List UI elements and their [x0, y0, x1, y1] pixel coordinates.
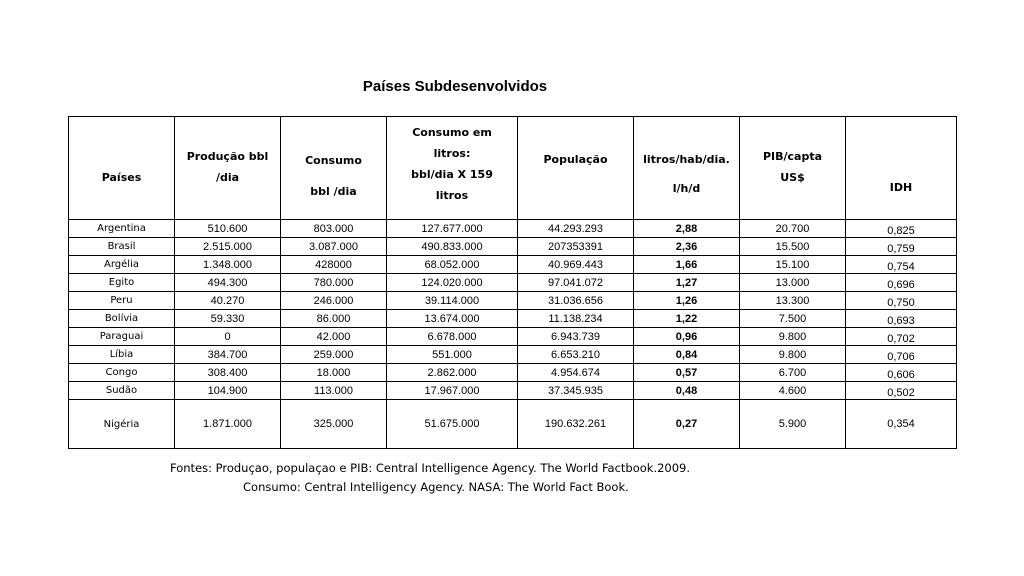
sources-line2: Consumo: Central Intelligency Agency. NASA: The World Fact Book. — [243, 480, 629, 494]
cell-idh: 0,825 — [846, 220, 957, 238]
header-pib-line2: US$ — [780, 171, 805, 184]
cell-pib: 20.700 — [740, 220, 846, 238]
cell-litros-hab: 2,36 — [634, 238, 740, 256]
cell-consumo-litros: 68.052.000 — [387, 256, 518, 274]
sources-line1: Fontes: Produçao, populaçao e PIB: Central Intelligence Agency. The World Factbook.2009. — [170, 461, 691, 475]
cell-producao: 0 — [175, 328, 281, 346]
cell-pais: Egito — [69, 274, 175, 292]
cell-pib: 15.500 — [740, 238, 846, 256]
cell-pais: Líbia — [69, 346, 175, 364]
cell-consumo-litros: 51.675.000 — [387, 400, 518, 449]
cell-litros-hab: 0,27 — [634, 400, 740, 449]
cell-producao: 2.515.000 — [175, 238, 281, 256]
cell-populacao: 11.138.234 — [518, 310, 634, 328]
cell-pais: Peru — [69, 292, 175, 310]
cell-pais: Paraguai — [69, 328, 175, 346]
page-title: Países Subdesenvolvidos — [362, 78, 548, 95]
cell-litros-hab: 0,84 — [634, 346, 740, 364]
cell-idh: 0,702 — [846, 328, 957, 346]
cell-consumo-litros: 551.000 — [387, 346, 518, 364]
header-pib — [740, 117, 846, 220]
table-row — [69, 310, 957, 328]
cell-consumo: 3.087.000 — [281, 238, 387, 256]
header-paises: Países — [69, 117, 175, 220]
cell-litros-hab: 2,88 — [634, 220, 740, 238]
sources-note — [170, 459, 870, 497]
header-consumo-litros — [387, 117, 518, 220]
cell-litros-hab: 1,22 — [634, 310, 740, 328]
cell-litros-hab: 0,48 — [634, 382, 740, 400]
header-consumo-litros-line3: bbl/dia X 159 — [411, 167, 493, 181]
header-row — [69, 117, 957, 220]
cell-populacao: 6.653.210 — [518, 346, 634, 364]
cell-populacao: 4.954.674 — [518, 364, 634, 382]
cell-populacao: 207353391 — [518, 238, 634, 256]
cell-producao: 494.300 — [175, 274, 281, 292]
header-pib-line1: PIB/capta — [762, 150, 823, 164]
cell-pib: 9.800 — [740, 328, 846, 346]
cell-producao: 308.400 — [175, 364, 281, 382]
header-litros-hab-line2: l/h/d — [672, 182, 701, 195]
cell-pib: 13.000 — [740, 274, 846, 292]
table-row — [69, 238, 957, 256]
table-row — [69, 328, 957, 346]
cell-consumo: 18.000 — [281, 364, 387, 382]
table-row — [69, 292, 957, 310]
cell-producao: 1.871.000 — [175, 400, 281, 449]
cell-litros-hab: 1,27 — [634, 274, 740, 292]
cell-producao: 104.900 — [175, 382, 281, 400]
header-producao-line2: /dia — [215, 171, 240, 184]
cell-producao: 1.348.000 — [175, 256, 281, 274]
cell-consumo-litros: 127.677.000 — [387, 220, 518, 238]
table-row — [69, 382, 957, 400]
cell-pais: Congo — [69, 364, 175, 382]
cell-consumo-litros: 490.833.000 — [387, 238, 518, 256]
cell-idh: 0,606 — [846, 364, 957, 382]
cell-producao: 510.600 — [175, 220, 281, 238]
data-table — [68, 116, 957, 449]
header-litros-hab — [634, 117, 740, 220]
header-producao — [175, 117, 281, 220]
cell-populacao: 37.345.935 — [518, 382, 634, 400]
table-row — [69, 220, 957, 238]
header-consumo-line1: Consumo — [305, 154, 362, 168]
header-litros-hab-line1: litros/hab/dia. — [643, 153, 730, 167]
cell-idh: 0,354 — [846, 400, 957, 449]
cell-pib: 6.700 — [740, 364, 846, 382]
cell-pib: 7.500 — [740, 310, 846, 328]
cell-populacao: 97.041.072 — [518, 274, 634, 292]
cell-populacao: 44.293.293 — [518, 220, 634, 238]
cell-consumo-litros: 124.020.000 — [387, 274, 518, 292]
table-row — [69, 274, 957, 292]
cell-populacao: 31.036.656 — [518, 292, 634, 310]
cell-idh: 0,759 — [846, 238, 957, 256]
header-consumo-litros-line4: litros — [435, 188, 469, 202]
cell-consumo-litros: 2.862.000 — [387, 364, 518, 382]
table-row — [69, 400, 957, 449]
cell-producao: 384.700 — [175, 346, 281, 364]
cell-pib: 9.800 — [740, 346, 846, 364]
cell-consumo-litros: 39.114.000 — [387, 292, 518, 310]
cell-pais: Brasil — [69, 238, 175, 256]
cell-litros-hab: 1,26 — [634, 292, 740, 310]
table-row — [69, 346, 957, 364]
header-producao-line1: Produção bbl — [186, 150, 269, 164]
cell-consumo: 86.000 — [281, 310, 387, 328]
header-consumo-litros-line2: litros: — [433, 146, 471, 160]
cell-idh: 0,696 — [846, 274, 957, 292]
cell-idh: 0,750 — [846, 292, 957, 310]
cell-consumo: 325.000 — [281, 400, 387, 449]
cell-litros-hab: 1,66 — [634, 256, 740, 274]
cell-consumo: 42.000 — [281, 328, 387, 346]
cell-pais: Nigéria — [69, 400, 175, 449]
cell-consumo: 113.000 — [281, 382, 387, 400]
cell-producao: 40.270 — [175, 292, 281, 310]
header-consumo — [281, 117, 387, 220]
cell-pais: Argentina — [69, 220, 175, 238]
header-idh: IDH — [846, 117, 957, 220]
cell-populacao: 6.943.739 — [518, 328, 634, 346]
cell-consumo: 246.000 — [281, 292, 387, 310]
cell-populacao: 190.632.261 — [518, 400, 634, 449]
cell-consumo: 259.000 — [281, 346, 387, 364]
cell-pib: 15.100 — [740, 256, 846, 274]
cell-idh: 0,754 — [846, 256, 957, 274]
cell-consumo: 780.000 — [281, 274, 387, 292]
cell-populacao: 40.969.443 — [518, 256, 634, 274]
cell-idh: 0,502 — [846, 382, 957, 400]
table-row — [69, 364, 957, 382]
cell-litros-hab: 0,57 — [634, 364, 740, 382]
cell-idh: 0,706 — [846, 346, 957, 364]
cell-litros-hab: 0,96 — [634, 328, 740, 346]
cell-idh: 0,693 — [846, 310, 957, 328]
cell-pib: 13.300 — [740, 292, 846, 310]
cell-consumo-litros: 6.678.000 — [387, 328, 518, 346]
table-row — [69, 256, 957, 274]
cell-pib: 4.600 — [740, 382, 846, 400]
cell-pib: 5.900 — [740, 400, 846, 449]
cell-consumo: 428000 — [281, 256, 387, 274]
cell-consumo-litros: 13.674.000 — [387, 310, 518, 328]
cell-pais: Bolívia — [69, 310, 175, 328]
cell-pais: Sudão — [69, 382, 175, 400]
cell-pais: Argélia — [69, 256, 175, 274]
header-consumo-line2: bbl /dia — [310, 185, 357, 198]
header-populacao: População — [518, 117, 634, 220]
cell-consumo: 803.000 — [281, 220, 387, 238]
cell-consumo-litros: 17.967.000 — [387, 382, 518, 400]
cell-producao: 59.330 — [175, 310, 281, 328]
header-consumo-litros-line1: Consumo em — [412, 126, 492, 139]
